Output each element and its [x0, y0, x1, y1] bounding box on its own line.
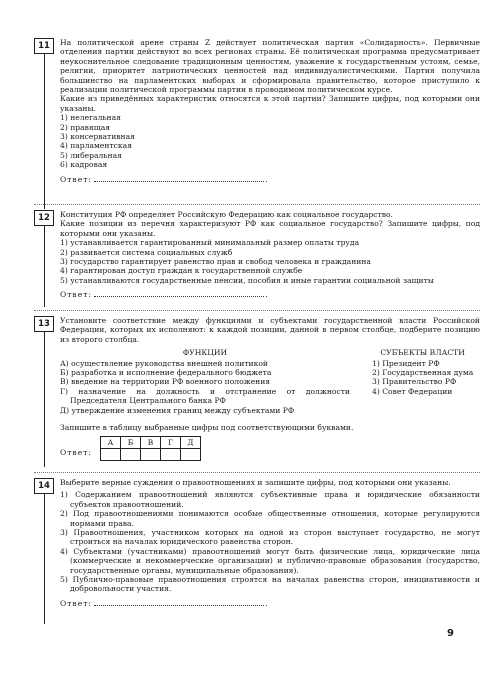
answer-label: Ответ: — [60, 174, 92, 184]
statement: 4) Субъектами (участниками) правоотношений могут быть физические лица, юридические лица (коммерческие и некоммерческие организации) и публично-правовые образования (государство, государственные органы, муниципальные образования). — [60, 546, 480, 575]
option: 5) либеральная — [60, 150, 122, 160]
option: 5) устанавливаются государственные пенсии, пособия и иные гарантии социальной защиты — [60, 275, 434, 285]
answer-cell[interactable] — [180, 449, 200, 461]
option: 2) развивается система социальных служб — [60, 247, 233, 257]
answer-row — [60, 436, 480, 461]
answer-cell[interactable] — [140, 449, 160, 461]
answer-label: Ответ: — [60, 598, 92, 608]
task-11 — [34, 38, 480, 184]
task-question: Выберите верные суждения о правоотношениях и запишите цифры, под которыми они указаны. — [60, 478, 451, 487]
statement: 3) Правоотношения, участником которых на одной из сторон выступает государство, не могут строиться на началах юридического равенства сторон. — [60, 528, 480, 547]
answer-cell[interactable] — [120, 449, 140, 461]
task-text: Установите соответствие между функциями и субъектами государственной власти Российской Федерации, которых их исполняют: к каждой позиции, данной в первом столбце, подберите позицию из второго столбца. — [60, 316, 480, 344]
answer-field[interactable] — [94, 174, 264, 182]
answer-field[interactable] — [94, 598, 264, 606]
table-header-cell: Б — [120, 437, 140, 449]
task-number: 11 — [34, 38, 54, 54]
answer-label: Ответ: — [60, 448, 92, 458]
subject-item: 1) Президент РФ — [372, 358, 440, 368]
option: 1) устанавливается гарантированный минимальный размер оплаты труда — [60, 238, 360, 248]
answer-cell[interactable] — [160, 449, 180, 461]
table-header-cell: Д — [180, 437, 200, 449]
answer-row: Ответ: . — [60, 290, 268, 300]
function-item: Д) утверждение изменения границ между субъектами РФ — [60, 405, 295, 415]
table-instruction: Запишите в таблицу выбранные цифры под соответствующими буквами. — [60, 423, 354, 433]
task-number: 13 — [34, 316, 54, 332]
matching-columns — [60, 348, 480, 415]
function-item: Б) разработка и исполнение федерального бюджета — [60, 368, 272, 378]
task-body — [60, 38, 480, 184]
function-item: Г) назначение на должность и отстранение от должности Председателя Центрального банка РФ — [60, 386, 350, 406]
subjects-column — [372, 348, 473, 415]
task-body — [60, 210, 480, 300]
statement: 2) Под правоотношениями понимаются особые общественные отношения, которые регулируются нормами права. — [60, 509, 480, 528]
answer-cell[interactable] — [100, 449, 120, 461]
subject-item: 2) Государственная дума — [372, 368, 474, 378]
subject-item: 4) Совет Федерации — [372, 386, 453, 396]
column-header: СУБЪЕКТЫ ВЛАСТИ — [380, 348, 465, 358]
task-14 — [34, 478, 480, 608]
task-13 — [34, 316, 480, 461]
option: 3) государство гарантирует равенство прав и свобод человека и гражданина — [60, 257, 371, 267]
answer-row: Ответ: . — [60, 598, 268, 608]
separator — [34, 204, 480, 205]
table-header-cell: Г — [160, 437, 180, 449]
column-header: ФУНКЦИИ — [182, 348, 228, 358]
table-header-cell: В — [140, 437, 160, 449]
answer-field[interactable] — [94, 289, 264, 297]
function-item: В) введение на территории РФ военного положения — [60, 377, 271, 387]
statement: 1) Содержанием правоотношений являются субъективные права и юридические обязанности субъектов правоотношений. — [60, 490, 480, 509]
option: 1) нелегальная — [60, 113, 121, 123]
task-number: 14 — [34, 478, 54, 494]
task-number: 12 — [34, 210, 54, 226]
functions-column — [60, 348, 350, 415]
task-question: Какие из приведённых характеристик относятся к этой партии? Запишите цифры, под которыми они указаны. — [60, 94, 480, 113]
task-body — [60, 316, 480, 461]
task-text: На политической арене страны Z действует политическая партия «Солидарность». Первичные отделения партии действуют во всех регионах страны. Её политическая программа предусматривает неукоснительное следование традиционным ценностям, уважение к государственным устоям, семье, религии, приоритет патриотических ценностей над индивидуалистическими. Партия получила большинство на парламентских выборах и сформировала правительство, которое приступило к реализации политической программы партии в проводимом политическом курсе. — [60, 38, 480, 95]
answer-label: Ответ: — [60, 290, 92, 300]
task-body — [60, 478, 480, 608]
option: 3) консервативная — [60, 132, 135, 142]
option: 2) правящая — [60, 122, 111, 132]
answer-row: Ответ: . — [60, 174, 268, 184]
option: 6) кадровая — [60, 160, 108, 170]
page-number: 9 — [447, 628, 454, 639]
task-question: Какие позиции из перечня характеризуют РФ как социальное государство? Запишите цифры, под которыми они указаны. — [60, 219, 480, 238]
separator — [34, 310, 480, 311]
answer-table — [100, 436, 201, 461]
statement: 5) Публично-правовые правоотношения строятся на началах равенства сторон, инициативности и добровольности участия. — [60, 575, 480, 594]
separator — [34, 472, 480, 473]
table-header-cell: А — [100, 437, 120, 449]
function-item: А) осуществление руководства внешней политикой — [60, 358, 268, 368]
task-12 — [34, 210, 480, 300]
option: 4) гарантирован доступ граждан к государственной службе — [60, 266, 303, 276]
task-text: Конституция РФ определяет Российскую Федерацию как социальное государство. — [60, 210, 393, 219]
option: 4) парламентская — [60, 141, 132, 151]
subject-item: 3) Правительство РФ — [372, 377, 457, 387]
